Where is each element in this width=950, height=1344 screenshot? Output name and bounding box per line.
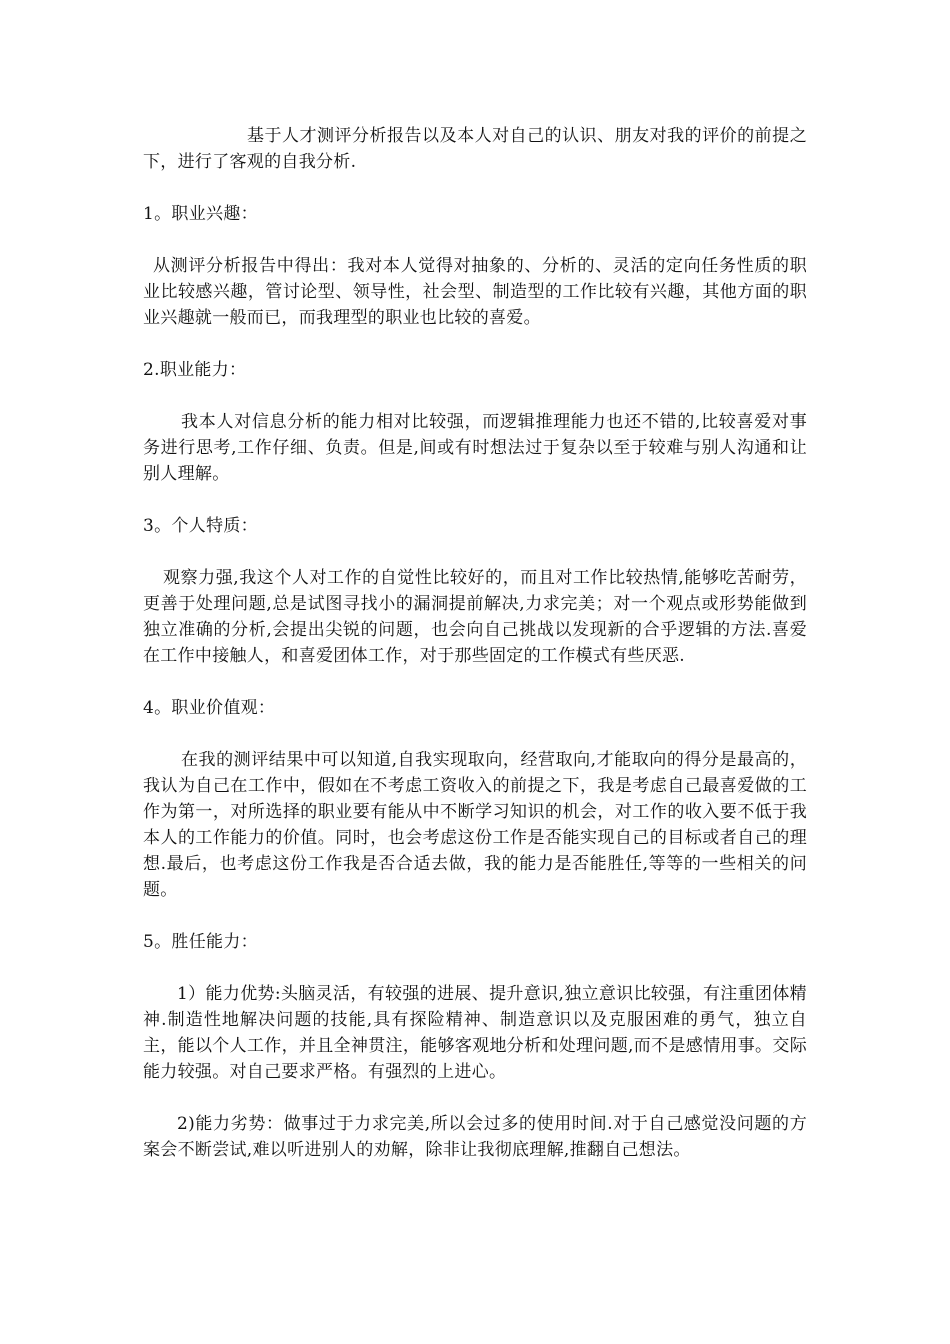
section-heading-traits: 3。个人特质：: [143, 516, 258, 536]
section-paragraph-values: 在我的测评结果中可以知道,自我实现取向，经营取向,才能取向的得分是最高的，我认为自己在工作中，假如在不考虑工资收入的前提之下，我是考虑自己最喜爱做的工作为第一，对所选择的职业要有能从中不断学习知识的机会，对工作的收入要不低于我本人的工作能力的价值。同时，也会考虑这份工作是否能实现自己的目标或者自己的理想.最后，也考虑这份工作我是否合适去做，我的能力是否能胜任,等等的一些相关的问题。: [143, 750, 807, 900]
section-paragraph-weaknesses: 2)能力劣势：做事过于力求完美,所以会过多的使用时间.对于自己感觉没问题的方案会不断尝试,难以听进别人的劝解，除非让我彻底理解,推翻自己想法。: [143, 1114, 807, 1160]
paragraph-spacer: [143, 1085, 807, 1111]
section-heading-competence: 5。胜任能力：: [143, 932, 258, 952]
section-heading-interest: 1。职业兴趣：: [143, 204, 258, 224]
section-paragraph-interest: 从测评分析报告中得出：我对本人觉得对抽象的、分析的、灵活的定向任务性质的职业比较感兴趣，管讨论型、领导性，社会型、制造型的工作比较有兴趣，其他方面的职业兴趣就一般而已，而我理型的职业也比较的喜爱。: [143, 256, 807, 328]
section-paragraph-ability: 我本人对信息分析的能力相对比较强，而逻辑推理能力也还不错的,比较喜爱对事务进行思考,工作仔细、负责。但是,间或有时想法过于复杂以至于较难与别人沟通和让别人理解。: [143, 412, 807, 484]
section-heading-ability: 2.职业能力：: [143, 360, 247, 380]
document-body: [143, 123, 807, 1163]
section-paragraph-traits: 观察力强,我这个人对工作的自觉性比较好的，而且对工作比较热情,能够吃苦耐劳，更善于处理问题,总是试图寻找小的漏洞提前解决,力求完美；对一个观点或形势能做到独立准确的分析,会提出尖锐的问题，也会向自己挑战以发现新的合乎逻辑的方法.喜爱在工作中接触人，和喜爱团体工作，对于那些固定的工作模式有些厌恶.: [143, 568, 807, 666]
section-paragraph-strengths: 1）能力优势:头脑灵活，有较强的进展、提升意识,独立意识比较强，有注重团体精神.制造性地解决问题的技能,具有探险精神、制造意识以及克服困难的勇气，独立自主，能以个人工作，并且全神贯注，能够客观地分析和处理问题,而不是感情用事。交际能力较强。对自己要求严格。有强烈的上进心。: [143, 984, 807, 1082]
intro-paragraph: 基于人才测评分析报告以及本人对自己的认识、朋友对我的评价的前提之下，进行了客观的自我分析.: [143, 126, 807, 172]
section-heading-values: 4。职业价值观：: [143, 698, 276, 718]
